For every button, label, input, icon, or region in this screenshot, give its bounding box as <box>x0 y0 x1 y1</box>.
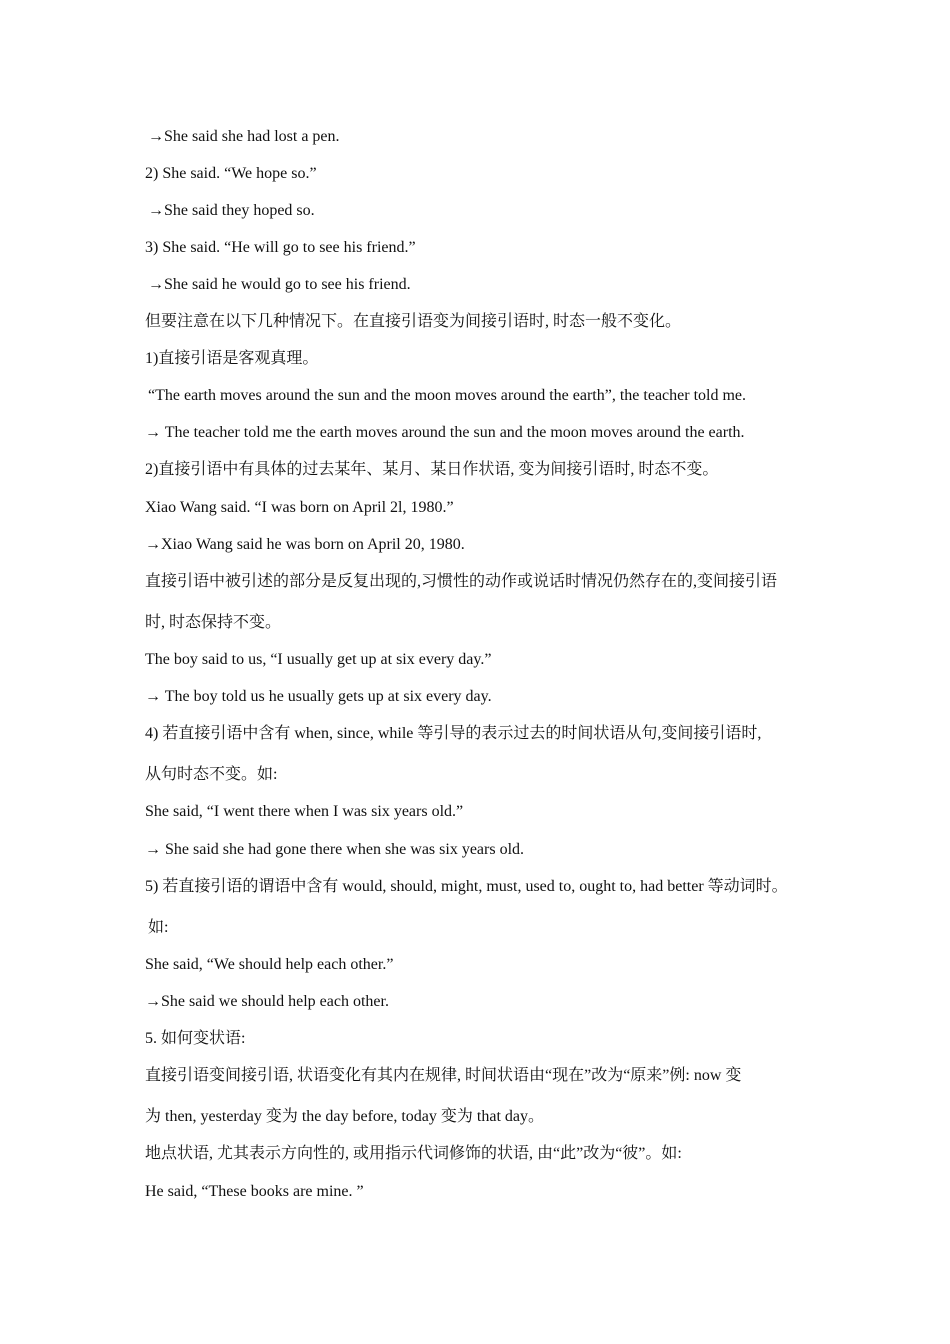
text-line-28: 地点状语, 尤其表示方向性的, 或用指示代词修饰的状语, 由“此”改为“彼”。如: <box>145 1145 682 1162</box>
text-line-18: 从句时态不变。如: <box>145 766 278 783</box>
text-line-9: → The teacher told me the earth moves around the sun and the moon moves around the earth. <box>145 424 745 441</box>
text-line-14: 时, 时态保持不变。 <box>145 614 282 631</box>
text-line-26: 直接引语变间接引语, 状语变化有其内在规律, 时间状语由“现在”改为“原来”例: now 变 <box>145 1067 742 1084</box>
text-line-1: →She said she had lost a pen. <box>148 128 340 145</box>
text-line-10: 2)直接引语中有具体的过去某年、某月、某日作状语, 变为间接引语时, 时态不变。 <box>145 461 719 478</box>
text-line-17: 4) 若直接引语中含有 when, since, while 等引导的表示过去的时间状语从句,变间接引语时, <box>145 725 762 742</box>
text-line-3: →She said they hoped so. <box>148 202 315 219</box>
text-line-20: → She said she had gone there when she was six years old. <box>145 841 525 858</box>
text-line-16: → The boy told us he usually gets up at six every day. <box>145 688 492 705</box>
text-line-8: “The earth moves around the sun and the moon moves around the earth”, the teacher told me. <box>148 387 747 404</box>
text-line-7: 1)直接引语是客观真理。 <box>145 350 319 367</box>
text-line-5: →She said he would go to see his friend. <box>148 276 411 293</box>
text-line-19: She said, “I went there when I was six years old.” <box>145 803 464 820</box>
text-line-29: He said, “These books are mine. ” <box>145 1183 364 1200</box>
text-line-23: She said, “We should help each other.” <box>145 956 394 973</box>
text-line-15: The boy said to us, “I usually get up at six every day.” <box>145 651 492 668</box>
text-line-25: 5. 如何变状语: <box>145 1030 246 1047</box>
text-line-24: →She said we should help each other. <box>145 993 389 1010</box>
text-line-22: 如: <box>148 919 169 936</box>
text-line-12: →Xiao Wang said he was born on April 20, 1980. <box>145 536 465 553</box>
text-line-27: 为 then, yesterday 变为 the day before, today 变为 that day。 <box>145 1108 545 1125</box>
text-line-13: 直接引语中被引述的部分是反复出现的,习惯性的动作或说话时情况仍然存在的,变间接引语 <box>145 573 778 590</box>
text-line-6: 但要注意在以下几种情况下。在直接引语变为间接引语时, 时态一般不变化。 <box>145 313 682 330</box>
text-line-11: Xiao Wang said. “I was born on April 2l, 1980.” <box>145 499 454 516</box>
text-line-4: 3) She said. “He will go to see his friend.” <box>145 239 416 256</box>
text-line-21: 5) 若直接引语的谓语中含有 would, should, might, must, used to, ought to, had better 等动词时。 <box>145 878 788 895</box>
text-line-2: 2) She said. “We hope so.” <box>145 165 317 182</box>
